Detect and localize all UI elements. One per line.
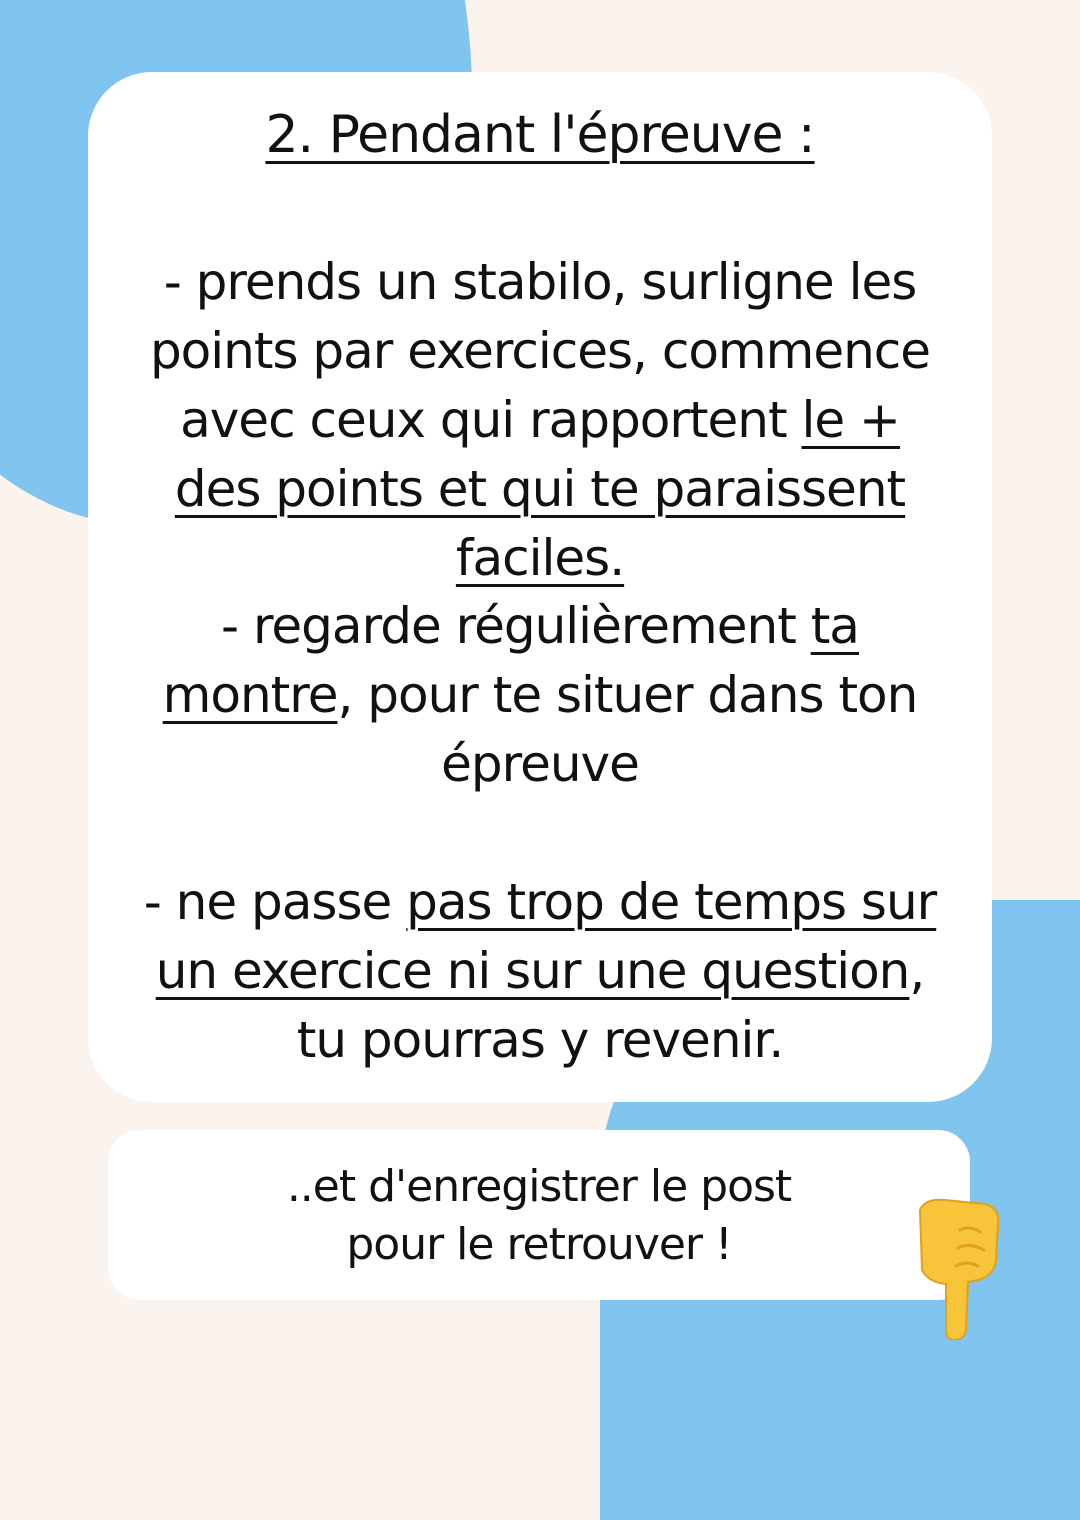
underlined-text: le + des points et qui te paraissent faciles. [174, 391, 906, 587]
tip-paragraph-time: - ne passe pas trop de temps sur un exercice ni sur une question, tu pourras y revenir. [143, 873, 937, 1069]
card-title: 2. Pendant l'épreuve : [265, 105, 815, 165]
tip-paragraph-watch: - regarde régulièrement ta montre, pour te situer dans ton épreuve [162, 597, 918, 793]
underlined-text: ta montre [162, 597, 859, 724]
underlined-text: pas trop de temps sur un exercice ni sur une question [155, 873, 937, 1000]
save-post-line-2: pour le retrouver ! [346, 1219, 732, 1270]
save-post-line-1: ..et d'enregistrer le post [286, 1161, 792, 1212]
tip-paragraph-highlight: - prends un stabilo, surligne les points par exercices, commence avec ceux qui rapportent le + des points et qui te paraissent faciles. [149, 253, 931, 587]
save-post-text [108, 1158, 970, 1274]
pointing-down-hand-icon [900, 1190, 1020, 1340]
